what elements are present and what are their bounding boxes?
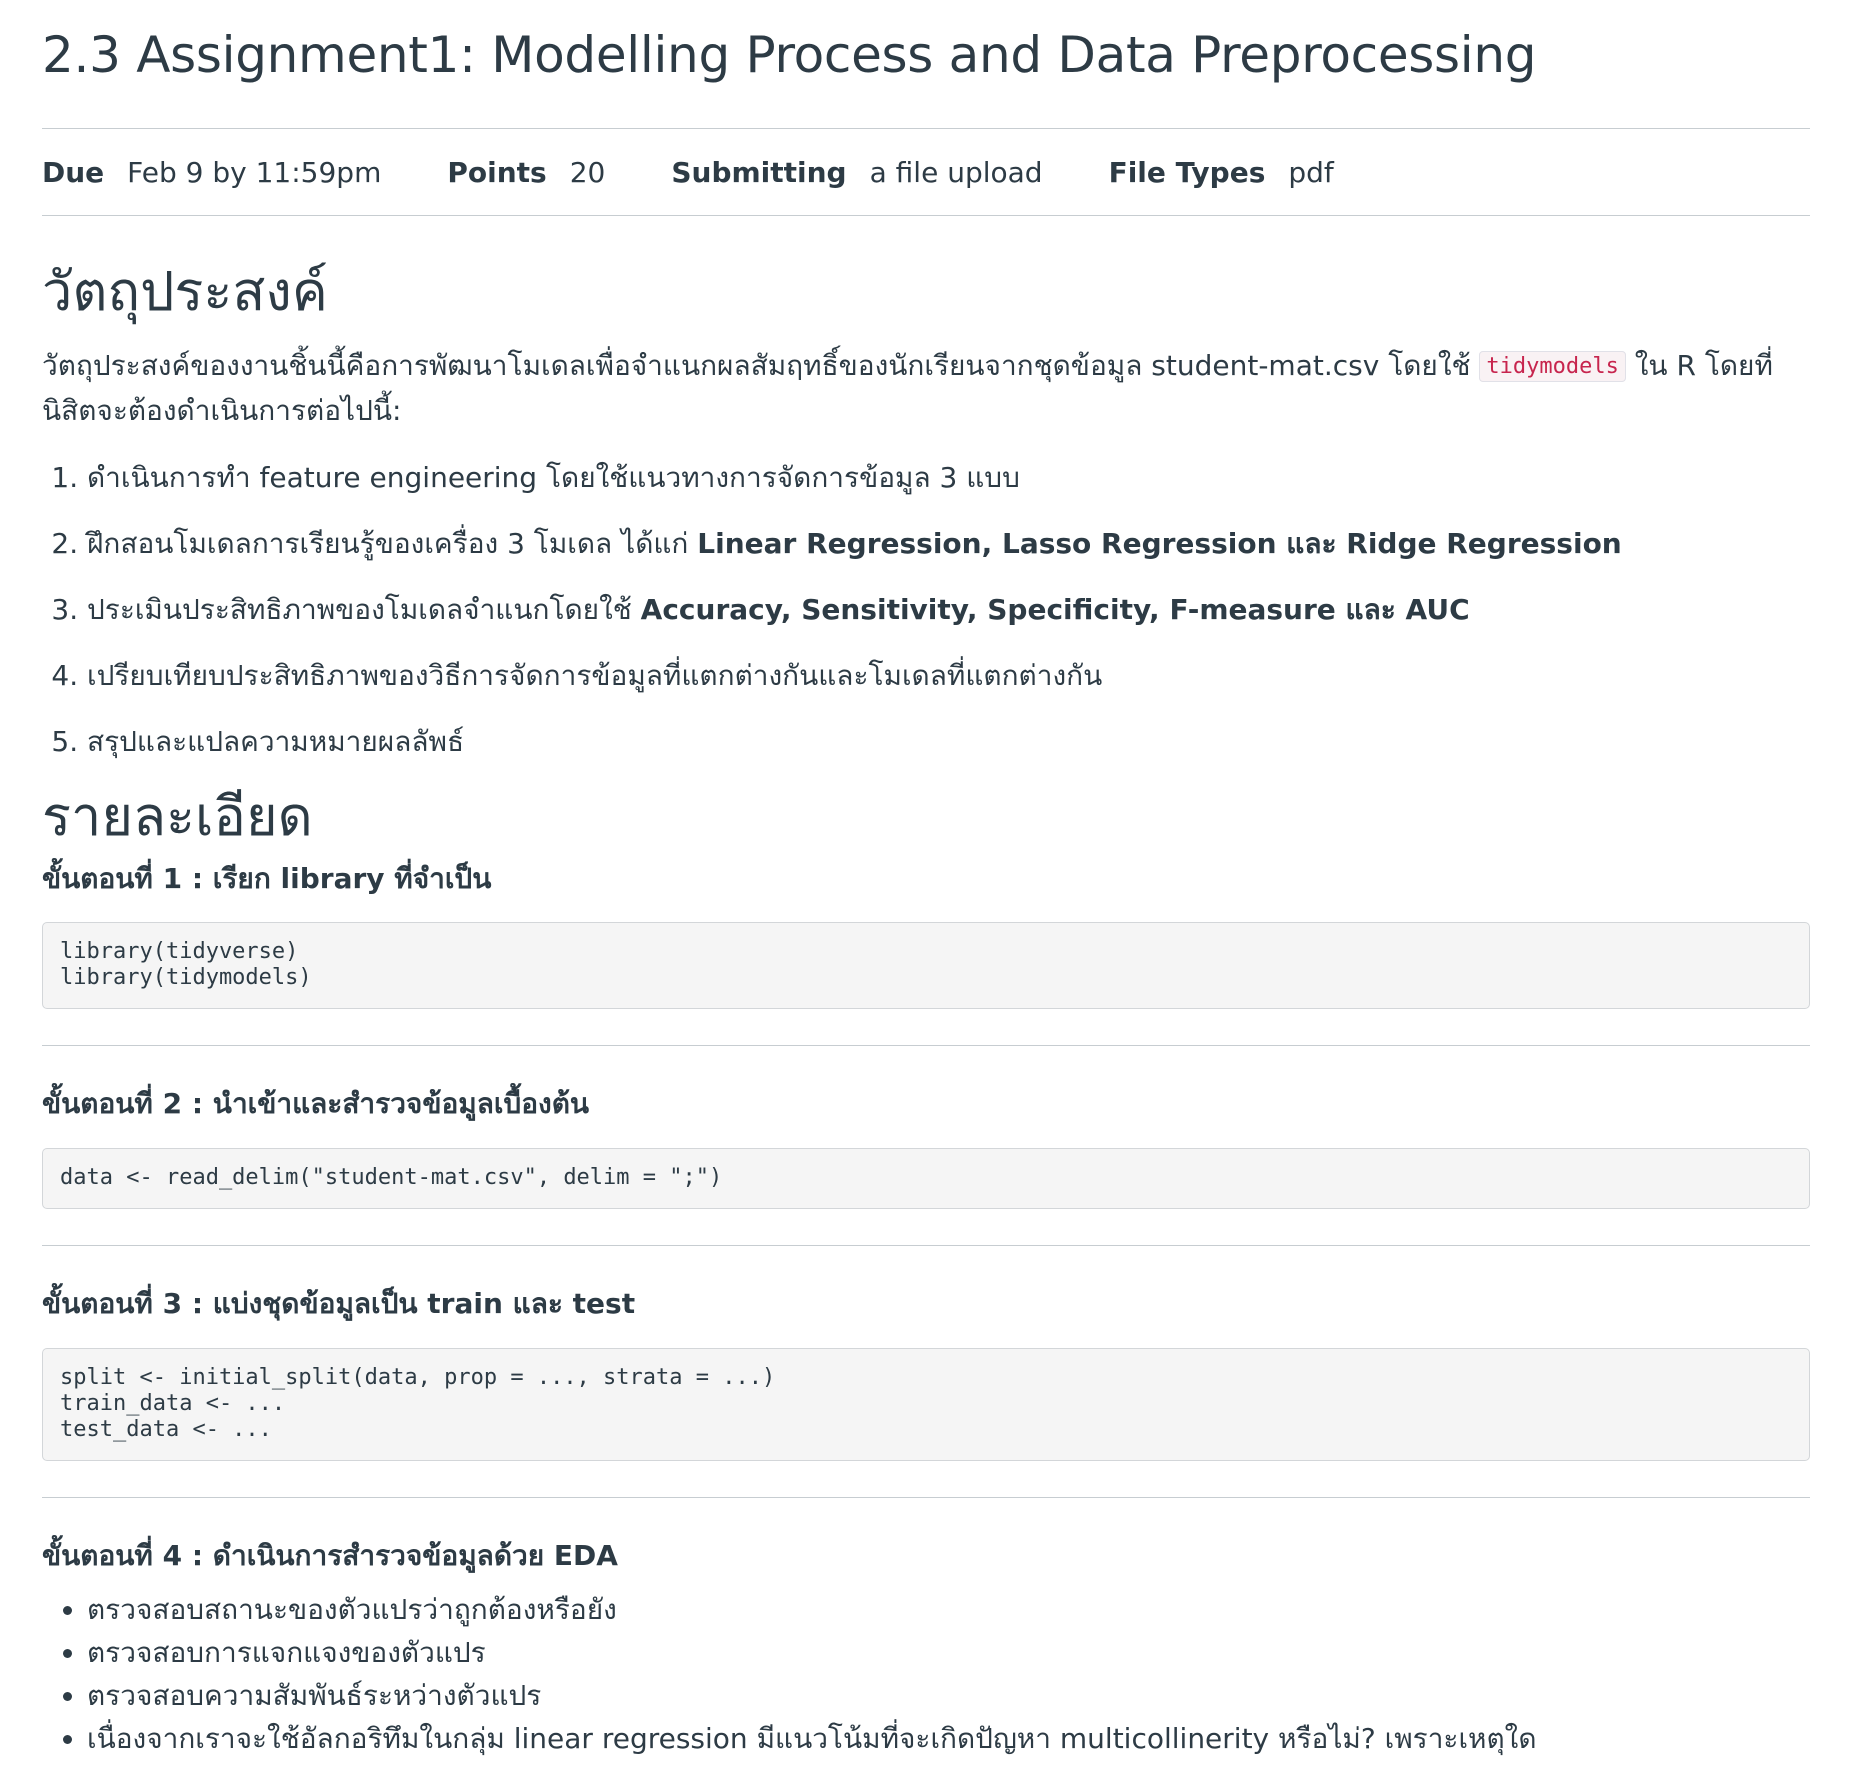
- list-item: • ตรวจสอบสถานะของตัวแปรว่าถูกต้องหรือยัง: [87, 1588, 1810, 1631]
- list-item: [87, 445, 1810, 511]
- due-date: [42, 156, 381, 189]
- points-value: 20: [569, 155, 606, 189]
- objective-intro-text: วัตถุประสงค์ของงานชิ้นนี้คือการพัฒนาโมเดลเพื่อจำแนกผลสัมฤทธิ์ของนักเรียนจากชุดข้อมูล student-mat.csv โดยใช้: [42, 349, 1480, 382]
- assignment-details-bar: [42, 129, 1810, 215]
- list-item: [87, 643, 1810, 709]
- step-1-code-block: library(tidyverse) library(tidymodels): [42, 922, 1810, 1009]
- step-1-heading: ขั้นตอนที่ 1 : เรียก library ที่จำเป็น: [42, 862, 492, 895]
- list-item-bold-text: Accuracy, Sensitivity, Specificity, F-measure และ AUC: [640, 593, 1470, 626]
- list-item-bold-text: Linear Regression, Lasso Regression และ Ridge Regression: [697, 527, 1622, 560]
- details-heading: รายละเอียด: [42, 785, 313, 848]
- due-label: Due: [42, 155, 105, 189]
- list-item: • ตรวจสอบการแจกแจงของตัวแปร: [87, 1631, 1810, 1674]
- divider: [42, 1245, 1810, 1246]
- list-item: [87, 709, 1810, 775]
- file-types-value: pdf: [1288, 155, 1334, 189]
- list-item: • เนื่องจากเราจะใช้อัลกอริทึมในกลุ่ม linear regression มีแนวโน้มที่จะเกิดปัญหา multicollinerity หรือไม่? เพราะเหตุใด: [87, 1717, 1810, 1760]
- list-item-text: สรุปและแปลความหมายผลลัพธ์: [87, 725, 465, 758]
- list-item: • ตรวจสอบความสัมพันธ์ระหว่างตัวแปร: [87, 1674, 1810, 1717]
- file-types: [1109, 156, 1334, 189]
- points-label: Points: [447, 155, 547, 189]
- file-types-label: File Types: [1108, 155, 1266, 189]
- list-item-text: เปรียบเทียบประสิทธิภาพของวิธีการจัดการข้อมูลที่แตกต่างกันและโมเดลที่แตกต่างกัน: [87, 659, 1103, 692]
- objective-intro-text-end: ใน R โดยที่นิสิตจะต้องดำเนินการต่อไปนี้:: [42, 349, 1773, 427]
- submitting: [671, 156, 1042, 189]
- page-title: 2.3 Assignment1: Modelling Process and Data Preprocessing: [42, 26, 1537, 84]
- objective-heading: วัตถุประสงค์: [42, 260, 328, 323]
- submitting-value: a file upload: [869, 155, 1043, 189]
- step-3-heading: ขั้นตอนที่ 3 : แบ่งชุดข้อมูลเป็น train และ test: [42, 1287, 636, 1320]
- list-item-text: ฝึกสอนโมเดลการเรียนรู้ของเครื่อง 3 โมเดล ได้แก่: [87, 527, 698, 560]
- divider: [42, 1497, 1810, 1498]
- due-value: Feb 9 by 11:59pm: [127, 155, 382, 189]
- list-item: [87, 577, 1810, 643]
- list-item-text: ประเมินประสิทธิภาพของโมเดลจำแนกโดยใช้: [87, 593, 641, 626]
- assignment-page: [42, 0, 1810, 1760]
- submitting-label: Submitting: [671, 155, 847, 189]
- step-2-heading: ขั้นตอนที่ 2 : นำเข้าและสำรวจข้อมูลเบื้องต้น: [42, 1087, 590, 1120]
- list-item-text: ดำเนินการทำ feature engineering โดยใช้แนวทางการจัดการข้อมูล 3 แบบ: [87, 461, 1020, 494]
- objective-intro: [42, 344, 1810, 433]
- objective-list: [42, 445, 1810, 775]
- step-4-heading: ขั้นตอนที่ 4 : ดำเนินการสำรวจข้อมูลด้วย EDA: [42, 1539, 618, 1572]
- eda-checklist: [42, 1588, 1810, 1760]
- inline-code-tidymodels: tidymodels: [1479, 351, 1625, 382]
- list-item: [87, 511, 1810, 577]
- step-2-code-block: data <- read_delim("student-mat.csv", delim = ";"): [42, 1148, 1810, 1209]
- divider: [42, 215, 1810, 216]
- step-3-code-block: split <- initial_split(data, prop = ..., strata = ...) train_data <- ... test_data <- ...: [42, 1348, 1810, 1461]
- points: [447, 156, 605, 189]
- divider: [42, 1045, 1810, 1046]
